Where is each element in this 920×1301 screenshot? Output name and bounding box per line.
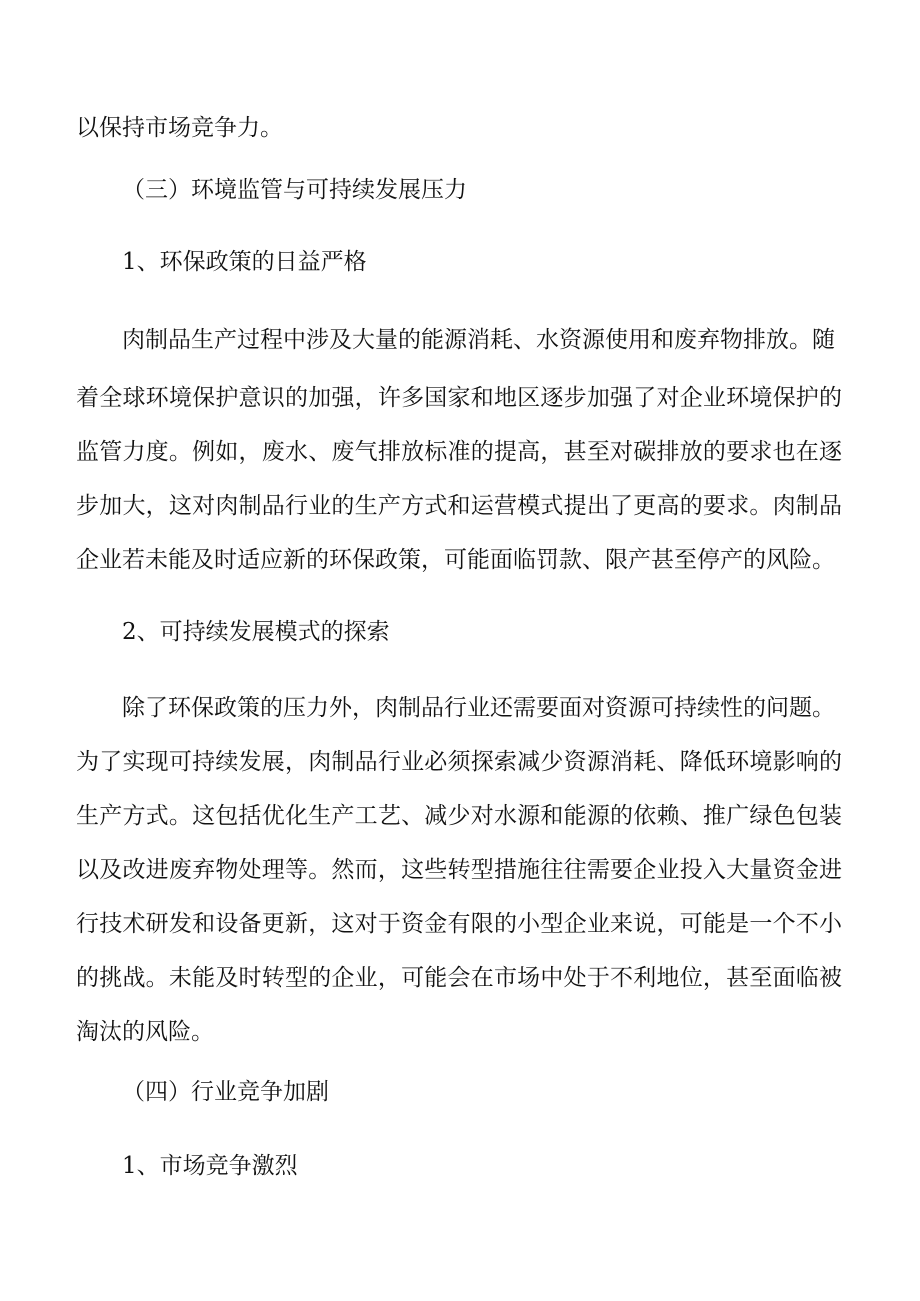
paragraph-line: 步加大，这对肉制品行业的生产方式和运营模式提出了更高的要求。肉制品 (76, 493, 842, 519)
paragraph-line: 除了环保政策的压力外，肉制品行业还需要面对资源可持续性的问题。 (122, 695, 835, 721)
paragraph-line: 着全球环境保护意识的加强，许多国家和地区逐步加强了对企业环境保护的 (76, 385, 842, 411)
item-heading: 2、可持续发展模式的探索 (122, 619, 390, 645)
paragraph-line: 企业若未能及时适应新的环保政策，可能面临罚款、限产甚至停产的风险。 (76, 547, 835, 573)
item-heading: 1、市场竞争激烈 (122, 1153, 298, 1179)
item-heading: 1、环保政策的日益严格 (122, 249, 367, 275)
section-heading: （四）行业竞争加剧 (122, 1079, 329, 1105)
paragraph-line: 肉制品生产过程中涉及大量的能源消耗、水资源使用和废弃物排放。随 (122, 327, 835, 353)
paragraph-line: 以及改进废弃物处理等。然而，这些转型措施往往需要企业投入大量资金进 (76, 857, 842, 883)
paragraph-line: 行技术研发和设备更新，这对于资金有限的小型企业来说，可能是一个不小 (76, 911, 842, 937)
paragraph-line: 为了实现可持续发展，肉制品行业必须探索减少资源消耗、降低环境影响的 (76, 749, 842, 775)
paragraph-line: 淘汰的风险。 (76, 1019, 214, 1045)
section-heading: （三）环境监管与可持续发展压力 (122, 177, 467, 203)
paragraph-line: 的挑战。未能及时转型的企业，可能会在市场中处于不利地位，甚至面临被 (76, 965, 842, 991)
paragraph-line: 生产方式。这包括优化生产工艺、减少对水源和能源的依赖、推广绿色包装 (76, 803, 842, 829)
continuation-line: 以保持市场竞争力。 (76, 115, 283, 141)
paragraph-line: 监管力度。例如，废水、废气排放标准的提高，甚至对碳排放的要求也在逐 (76, 439, 842, 465)
